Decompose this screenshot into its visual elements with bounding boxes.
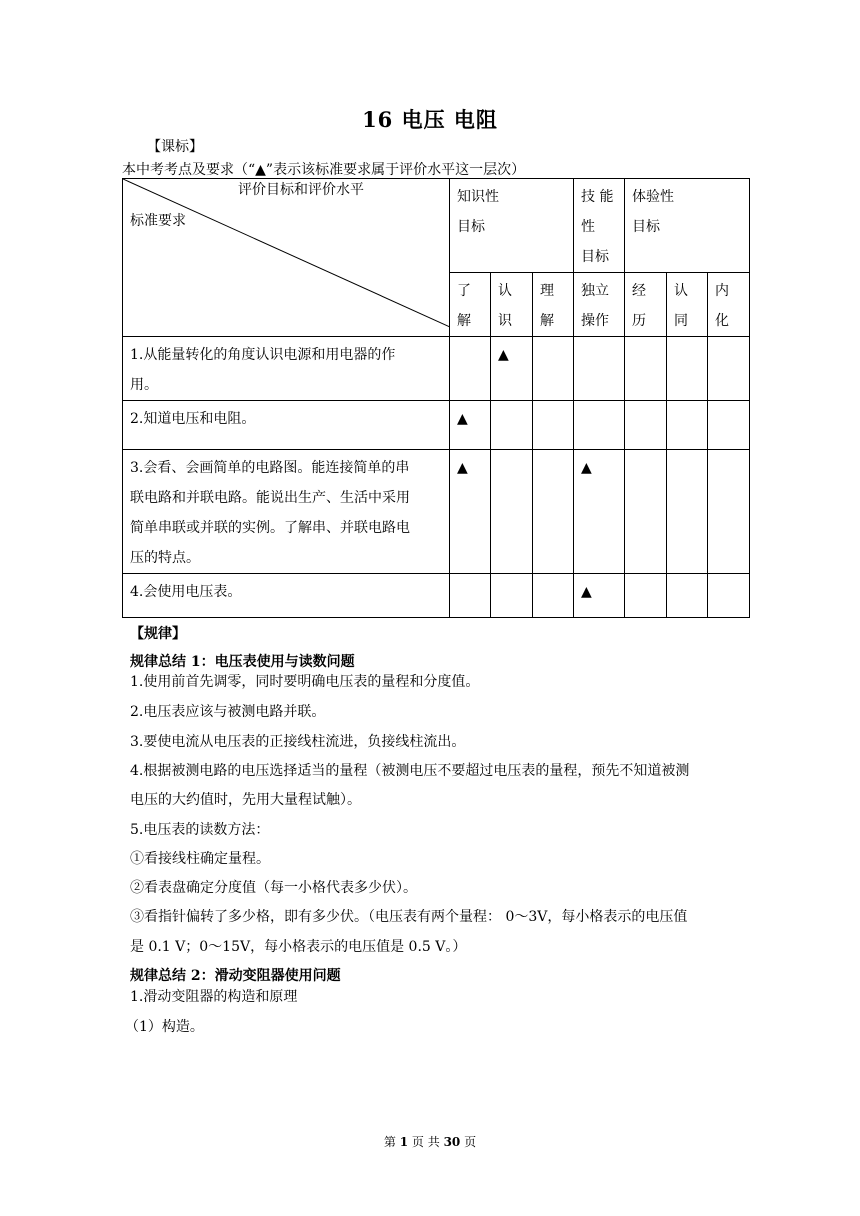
table-row [123,574,750,618]
summary1-item: 是 0.1 V；0～15V，每小格表示的电压值是 0.5 V。） [130,939,467,955]
level-mark [625,401,667,450]
summary1-item: ②看表盘确定分度值（每一小格代表多少伏）。 [130,880,417,896]
level-mark [625,574,667,618]
level-mark: ▲ [491,337,533,401]
summary1-heading: 规律总结 1：电压表使用与读数问题 [130,654,355,670]
level-mark [574,401,625,450]
subcol-header: 理 解 [533,273,574,337]
group-experience: 体验性 目标 [625,179,750,273]
header-standard-requirements: 标准要求 [130,213,186,229]
section-heading-kebiao: 【课标】 [147,139,203,155]
level-mark [708,574,750,618]
group-knowledge: 知识性 目标 [450,179,574,273]
level-mark [533,574,574,618]
summary2-item: （1）构造。 [125,1019,204,1035]
footer-prefix: 第 [383,1135,396,1149]
table-row [123,401,750,450]
level-mark [667,574,708,618]
level-mark: ▲ [574,450,625,574]
level-mark: ▲ [574,574,625,618]
diagonal-line [123,179,450,327]
table-row [123,337,750,401]
summary2-heading: 规律总结 2：滑动变阻器使用问题 [130,968,341,984]
footer-suffix: 页 [464,1135,477,1149]
table-intro: 本中考考点及要求（“▲”表示该标准要求属于评价水平这一层次） [122,162,526,178]
footer-total-pages: 30 [443,1135,461,1149]
table-row [123,450,750,574]
level-mark: ▲ [450,450,491,574]
summary1-item: ①看接线柱确定量程。 [130,851,270,867]
level-mark [708,450,750,574]
page-footer [0,1133,860,1150]
subcol-header: 了 解 [450,273,491,337]
summary1-item: 1.使用前首先调零，同时要明确电压表的量程和分度值。 [130,674,480,690]
summary1-item: 4.根据被测电路的电压选择适当的量程（被测电压不要超过电压表的量程，预先不知道被测 [130,763,690,779]
diagonal-header-cell [123,179,450,337]
summary1-item: ③看指针偏转了多少格，即有多少伏。（电压表有两个量程： 0～3V，每小格表示的电压值 [130,909,688,925]
footer-mid: 页 共 [411,1135,440,1149]
level-mark [450,574,491,618]
subcol-header: 经 历 [625,273,667,337]
summary1-item: 3.要使电流从电压表的正接线柱流进，负接线柱流出。 [130,734,466,750]
level-mark [533,337,574,401]
summary1-item: 5.电压表的读数方法： [130,822,270,838]
footer-page-number: 1 [399,1135,409,1149]
summary1-item: 电压的大约值时，先用大量程试触）。 [130,792,361,808]
summary2-item: 1.滑动变阻器的构造和原理 [130,989,298,1005]
standards-table [122,178,750,618]
level-mark [491,450,533,574]
level-mark [491,574,533,618]
level-mark [450,337,491,401]
level-mark [625,450,667,574]
requirement-text: 3.会看、会画简单的电路图。能连接简单的串 联电路和并联电路。能说出生产、生活中采用 简单串联或并联的实例。了解串、并联电路电 压的特点。 [123,450,450,574]
level-mark [574,337,625,401]
subcol-header: 独立 操作 [574,273,625,337]
requirement-text: 2.知道电压和电阻。 [123,401,450,450]
header-evaluation-level: 评价目标和评价水平 [238,182,364,198]
summary1-item: 2.电压表应该与被测电路并联。 [130,704,326,720]
level-mark: ▲ [450,401,491,450]
subcol-header: 认 同 [667,273,708,337]
group-skill: 技 能 性 目标 [574,179,625,273]
section-heading-guilv: 【规律】 [130,626,186,642]
requirement-text: 4.会使用电压表。 [123,574,450,618]
level-mark [667,401,708,450]
level-mark [491,401,533,450]
level-mark [667,337,708,401]
level-mark [708,337,750,401]
subcol-header: 认 识 [491,273,533,337]
page-title: 16 电压 电阻 [362,107,498,132]
level-mark [708,401,750,450]
requirement-text: 1.从能量转化的角度认识电源和用电器的作 用。 [123,337,450,401]
level-mark [625,337,667,401]
level-mark [533,401,574,450]
level-mark [667,450,708,574]
subcol-header: 内 化 [708,273,750,337]
level-mark [533,450,574,574]
